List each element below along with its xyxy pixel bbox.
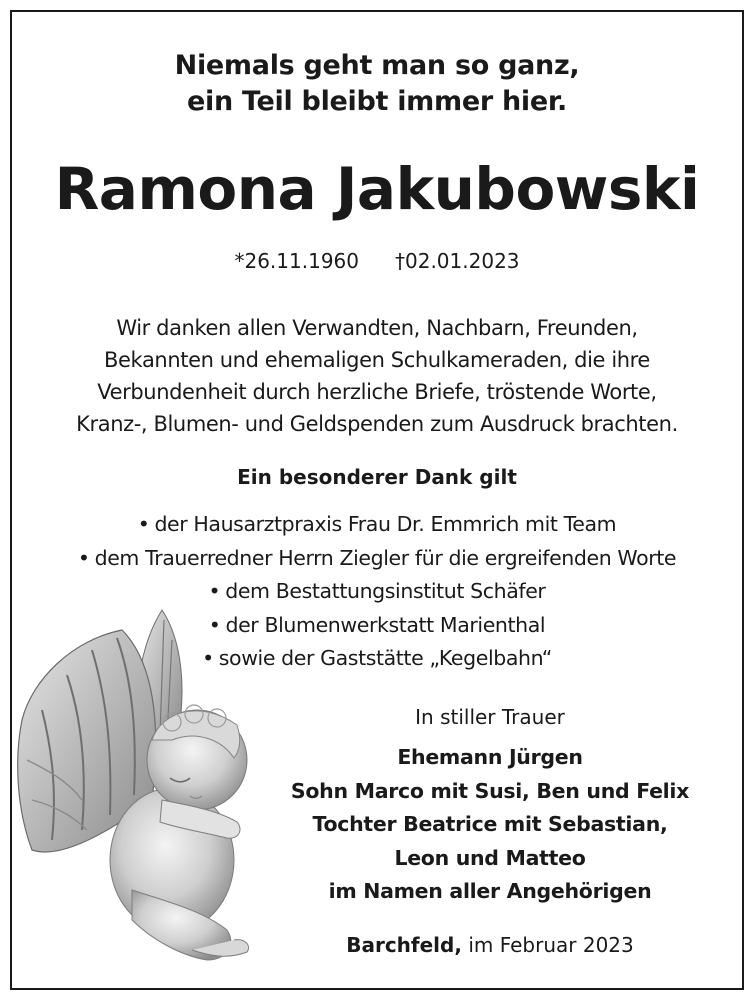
list-item: • dem Bestattungsinstitut Schäfer <box>208 579 546 603</box>
family-line: Tochter Beatrice mit Sebastian, <box>312 812 668 836</box>
list-item: • dem Trauerredner Herrn Ziegler für die ergreifenden Worte <box>77 545 677 570</box>
bullet-icon: • <box>208 612 221 637</box>
death-date: 02.01.2023 <box>405 249 520 273</box>
family-line: Leon und Matteo <box>394 845 586 870</box>
thanks-line: Kranz-, Blumen- und Geldspenden zum Ausdruck brachten. <box>76 412 678 436</box>
place-name: Barchfeld, <box>346 933 462 957</box>
family-signatures <box>270 741 710 909</box>
bullet-icon: • <box>77 545 90 570</box>
list-item: • der Hausarztpraxis Frau Dr. Emmrich mit Team <box>137 512 617 536</box>
special-thanks-heading: Ein besonderer Dank gilt <box>237 465 517 489</box>
deceased-name: Ramona Jakubowski <box>54 155 700 223</box>
place-date <box>300 930 680 960</box>
bullet-icon: • <box>137 512 150 536</box>
bullet-icon: • <box>202 646 214 670</box>
motto <box>0 48 754 120</box>
motto-line: ein Teil bleibt immer hier. <box>187 86 567 117</box>
family-line: Ehemann Jürgen <box>397 745 583 769</box>
bullet-icon: • <box>208 579 221 603</box>
list-item: • sowie der Gaststätte „Kegelbahn“ <box>202 646 552 670</box>
special-thanks-list <box>0 508 754 676</box>
mourning-label: In stiller Trauer <box>415 705 565 729</box>
birth-date: 26.11.1960 <box>244 249 359 273</box>
list-item: • der Blumenwerkstatt Marienthal <box>208 612 546 637</box>
life-dates <box>0 247 754 275</box>
thanks-text <box>0 312 754 440</box>
family-line: im Namen aller Angehörigen <box>328 879 652 903</box>
thanks-line: Wir danken allen Verwandten, Nachbarn, Freunden, <box>116 316 638 340</box>
date-line: im Februar 2023 <box>468 933 634 957</box>
family-line: Sohn Marco mit Susi, Ben und Felix <box>290 778 690 803</box>
motto-line: Niemals geht man so ganz, <box>174 50 580 81</box>
birth-star-icon: * <box>234 249 245 273</box>
death-cross-icon: † <box>395 249 405 273</box>
thanks-line: Bekannten und ehemaligen Schulkameraden, die ihre <box>104 348 650 372</box>
thanks-line: Verbundenheit durch herzliche Briefe, tröstende Worte, <box>97 380 657 404</box>
